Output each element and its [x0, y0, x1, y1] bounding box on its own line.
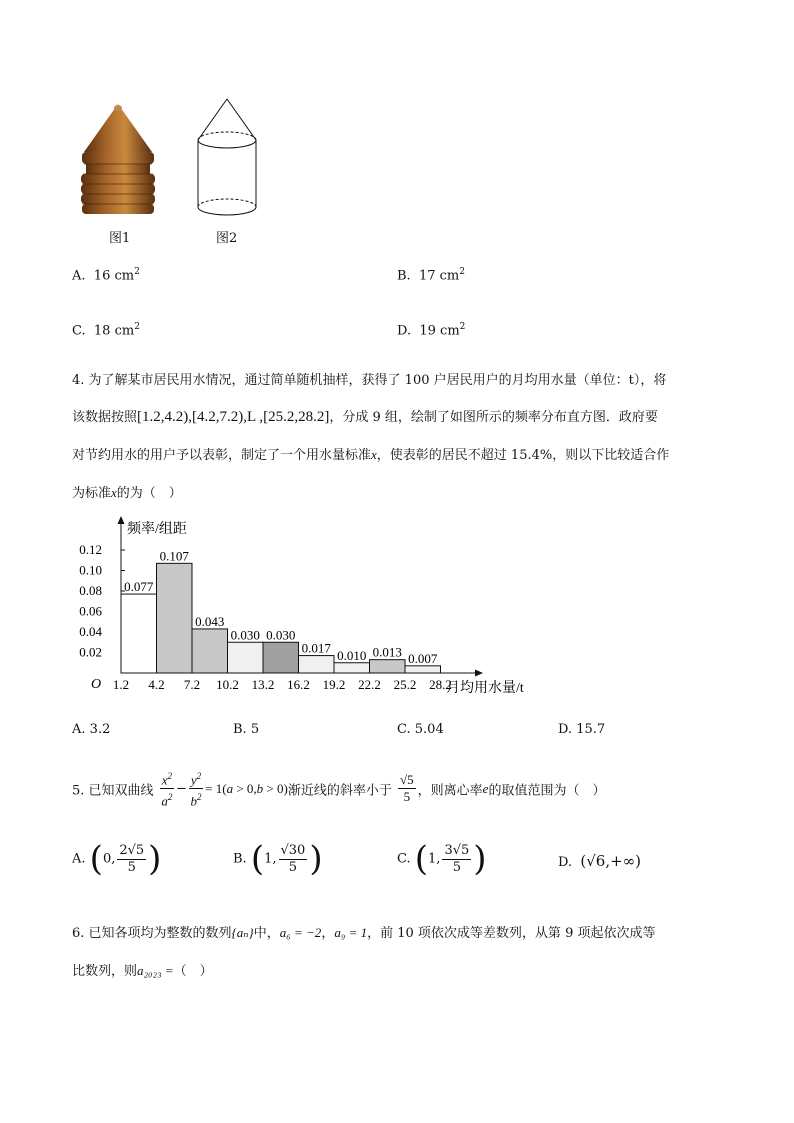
hyperbola-condition: = 1(a > 0,b > 0): [205, 780, 288, 796]
histogram-bar: [263, 642, 299, 673]
y-tick-label: 0.10: [79, 562, 102, 578]
slope-bound: $\frac{√5}{5}$: [400, 772, 414, 805]
wooden-top-image: [76, 100, 160, 222]
x-tick-label: 25.2: [393, 677, 417, 692]
histogram-bar: [121, 594, 157, 673]
y-tick-label: 0.06: [79, 603, 102, 619]
hyperbola-term-y: $\frac{y^2}{b^2}$: [189, 768, 203, 810]
x-tick-label: 22.2: [358, 677, 381, 692]
frequency-histogram: [60, 512, 550, 698]
histogram-bar: [334, 663, 370, 673]
x-axis-label: 月均用水量/t: [446, 681, 524, 696]
bar-value-label: 0.077: [124, 579, 154, 595]
origin-label: O: [91, 677, 102, 692]
bar-value-label: 0.017: [301, 640, 331, 656]
x-tick-label: 1.2: [112, 677, 130, 692]
y-tick-label: 0.08: [79, 583, 102, 598]
q5-option-d[interactable]: D. (√6,+∞): [558, 852, 641, 870]
y-tick-label: 0.04: [79, 624, 102, 639]
question-6: [72, 914, 732, 990]
figure-2: [194, 97, 260, 221]
histogram-bar: [228, 642, 264, 673]
bar-value-label: 0.043: [195, 613, 225, 629]
q4-line-3: 对节约用水的用户予以表彰，制定了一个用水量标准x，使表彰的居民不超过 15.4%，则以下比较适合作: [72, 447, 670, 463]
x-tick-label: 19.2: [322, 677, 346, 692]
bar-value-label: 0.013: [372, 644, 402, 660]
q6-line-1: 6. 已知各项均为整数的数列{aₙ}中，a₆ = −2，a₉ = 1，前 10 项依次成等差数列，从第 9 项起依次成等: [72, 925, 656, 941]
bar-value-label: 0.010: [337, 647, 367, 663]
bar-value-label: 0.007: [408, 650, 438, 666]
y-axis-label: 频率/组距: [127, 522, 187, 537]
x-tick-label: 16.2: [287, 677, 310, 692]
q6-line-2: 比数列，则a₂₀₂₃ =（ ）: [72, 963, 213, 979]
x-axis-arrow: [475, 670, 483, 677]
bar-value-label: 0.030: [266, 627, 296, 643]
figure-1-caption: 图1: [109, 231, 131, 246]
q5-option-c[interactable]: C. (1, $\frac{3√5}{5}$ ): [397, 839, 487, 879]
q4-option-a[interactable]: A. 3.2: [72, 722, 111, 737]
x-tick-label: 7.2: [183, 677, 201, 692]
y-axis-arrow: [118, 516, 125, 524]
hyperbola-term-x: $\frac{x^2}{a^2}$: [160, 768, 174, 810]
x-tick-label: 13.2: [251, 677, 275, 692]
histogram-bar: [192, 629, 228, 673]
q3-option-b[interactable]: B. 17 $cm^2$: [397, 267, 465, 284]
q4-line-4: 为标准x的为（ ）: [72, 485, 182, 501]
y-tick-label: 0.02: [79, 644, 102, 660]
figure-2-caption: 图2: [216, 231, 238, 246]
histogram-bar: [157, 563, 193, 673]
bar-value-label: 0.030: [230, 627, 260, 643]
q3-option-d[interactable]: D. 19 $cm^2$: [397, 322, 466, 339]
figure-1: [76, 100, 160, 222]
histogram-bar: [370, 660, 406, 673]
question-5: 5. 已知双曲线 $\frac{x^2}{a^2}$ − $\frac{y^2}{b^2}$ = 1(a > 0,b > 0)渐近线的斜率小于 $\frac{√5}{5}$ ，则离心率e的取值范围为（ ）: [72, 768, 605, 810]
q3-option-a[interactable]: A. 16 $cm^2$: [72, 267, 140, 284]
histogram-bar: [299, 656, 335, 673]
q3-option-c[interactable]: C. 18 $cm^2$: [72, 322, 140, 339]
q4-option-d[interactable]: D. 15.7: [558, 722, 606, 737]
q5-option-a[interactable]: A. (0, $\frac{2√5}{5}$ ): [72, 839, 162, 879]
histogram-svg: [60, 512, 550, 698]
y-tick-label: 0.12: [79, 542, 102, 557]
q4-option-c[interactable]: C. 5.04: [397, 722, 444, 737]
q4-intervals: [1.2,4.2),[4.2,7.2),L ,[25.2,28.2]: [137, 409, 330, 425]
histogram-bar: [405, 666, 441, 673]
q4-line-2: 该数据按照[1.2,4.2),[4.2,7.2),L ,[25.2,28.2]，分成 9 组，绘制了如图所示的频率分布直方图．政府要: [72, 409, 658, 425]
q4-line-1: 4. 为了解某市居民用水情况，通过简单随机抽样，获得了 100 户居民用户的月均用水量（单位：t），将: [72, 373, 667, 388]
cone-cylinder-diagram: [194, 97, 260, 221]
x-tick-label: 4.2: [148, 677, 165, 692]
q4-option-b[interactable]: B. 5: [233, 722, 260, 737]
question-4: [72, 362, 732, 512]
q5-option-b[interactable]: B. (1, $\frac{√30}{5}$ ): [233, 839, 323, 879]
bar-value-label: 0.107: [159, 548, 189, 564]
x-tick-label: 28.2: [429, 677, 452, 692]
x-tick-label: 10.2: [216, 677, 239, 692]
